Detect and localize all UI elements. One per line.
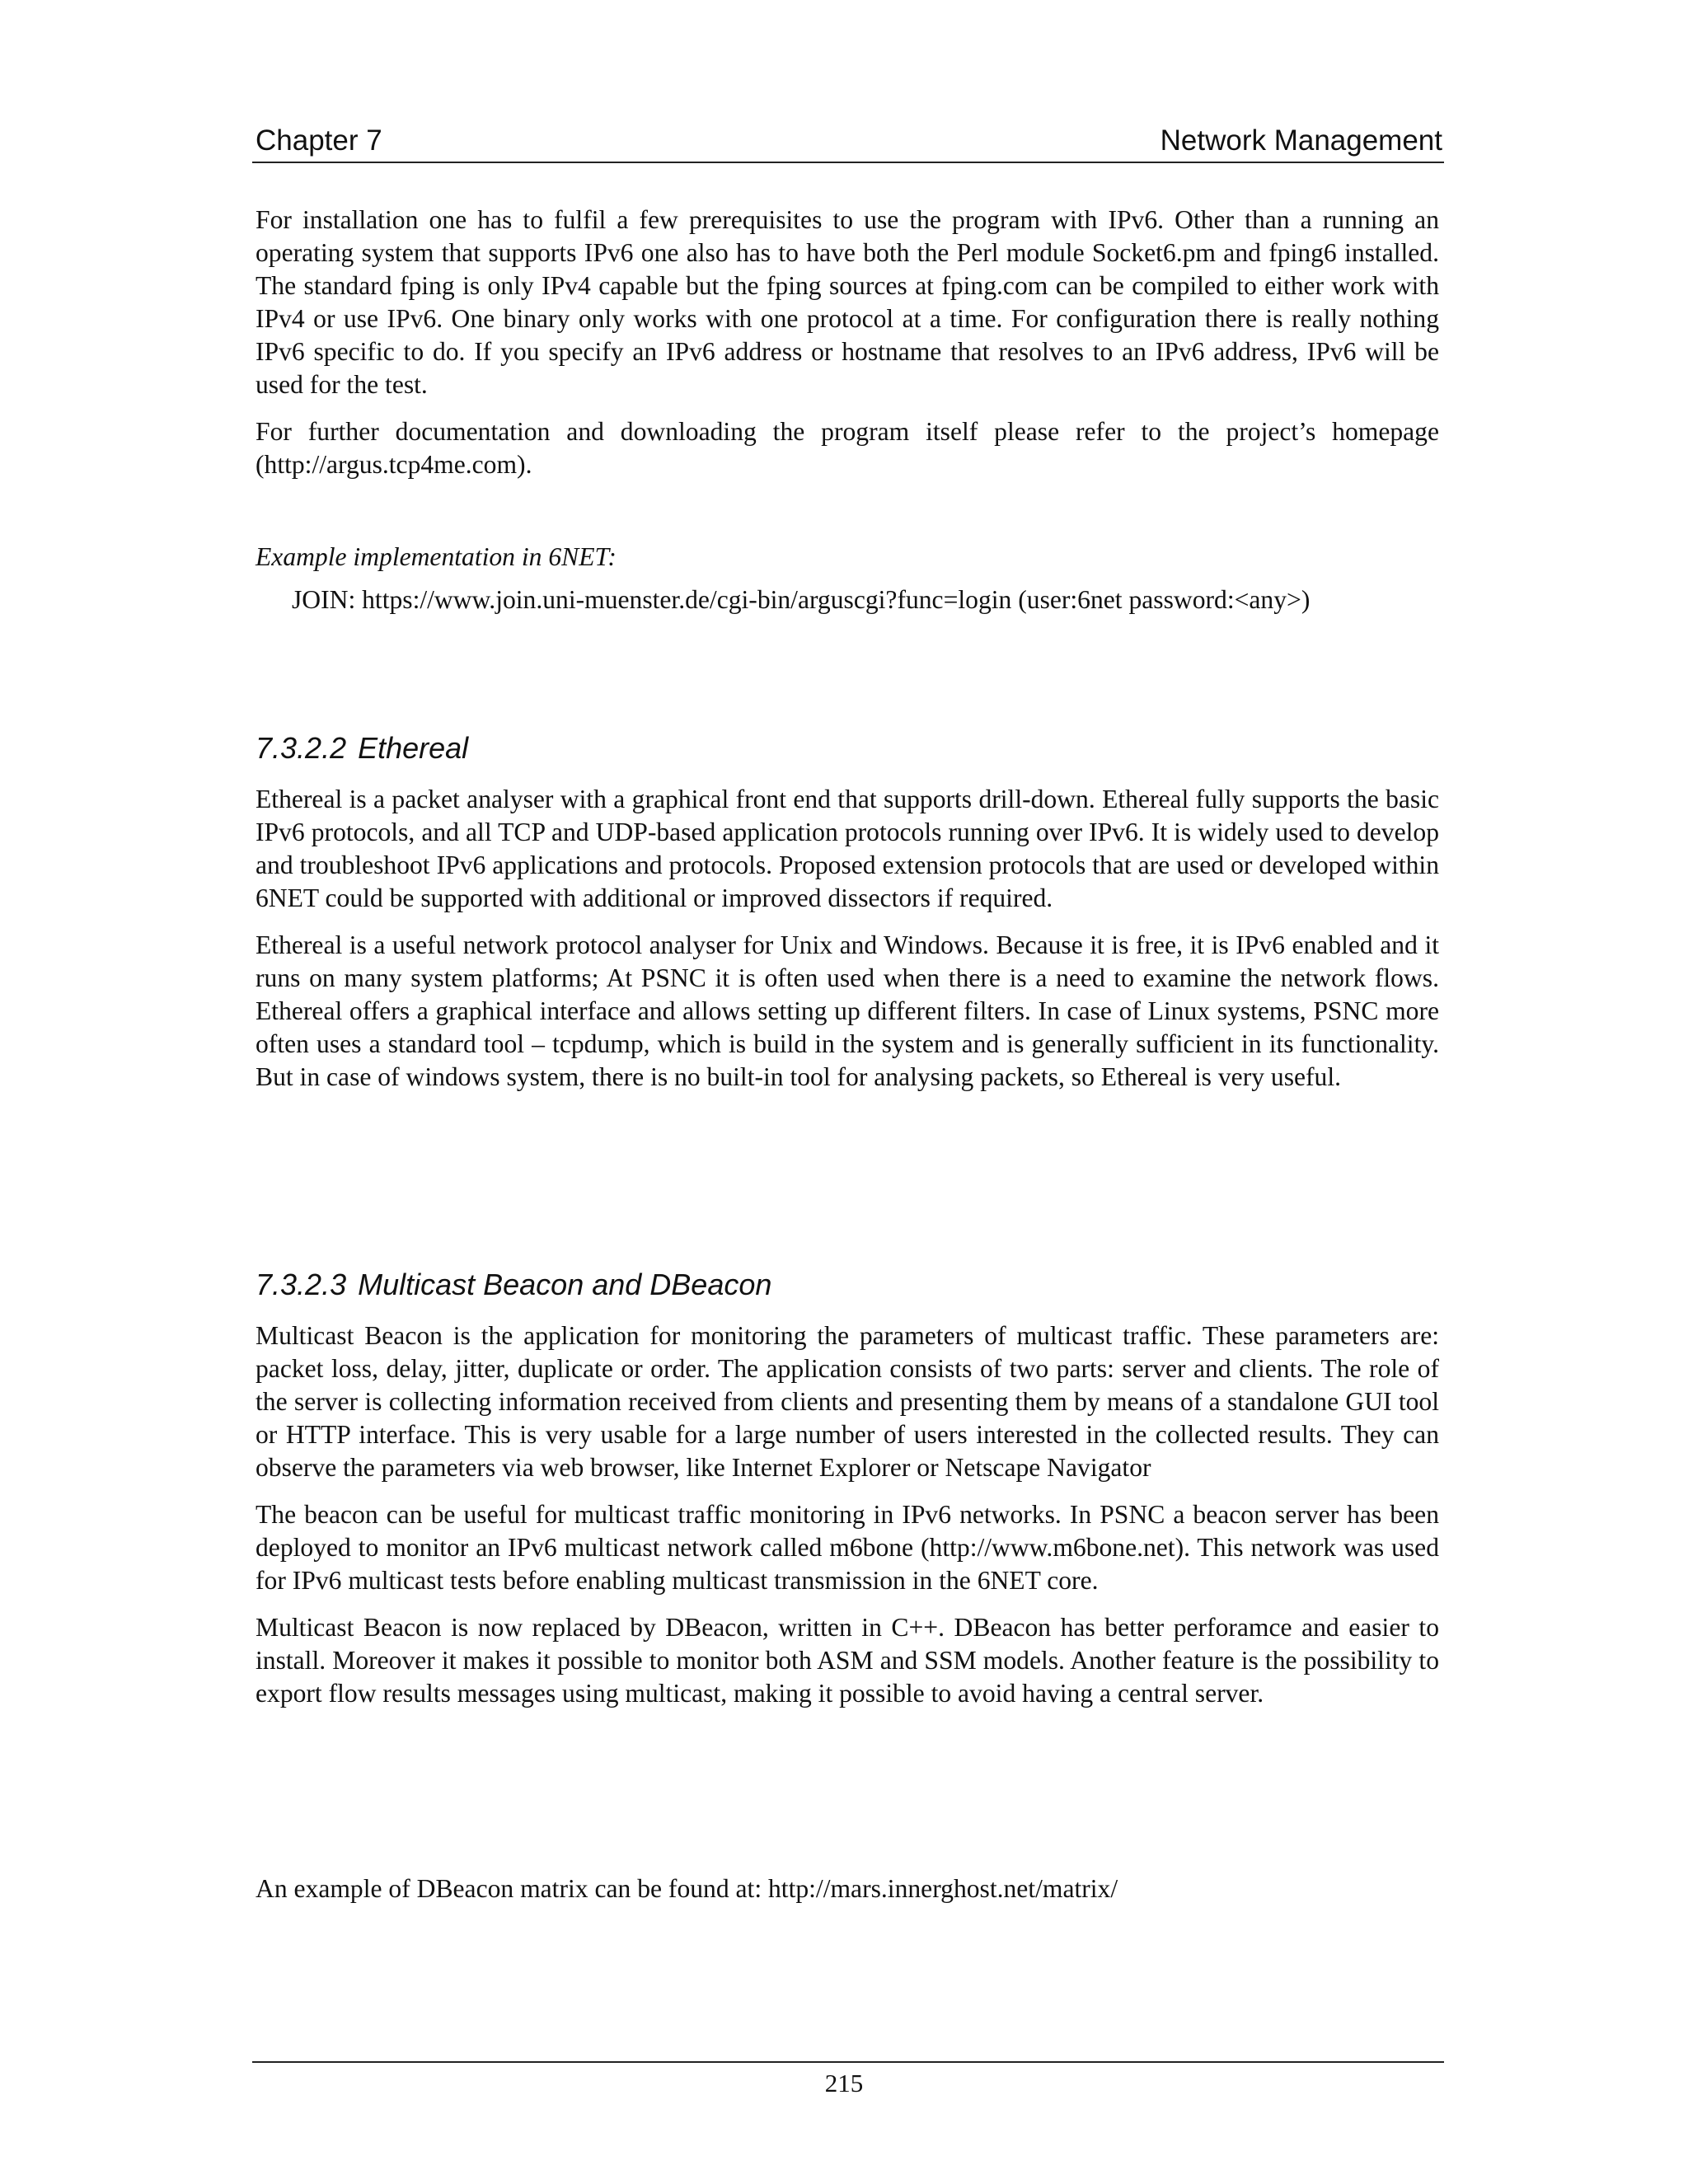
chapter-label: Chapter 7	[256, 124, 382, 157]
ethereal-paragraph-1: Ethereal is a packet analyser with a graphical front end that supports drill-down. Ethereal fully supports the basic IPv6 protocols, and all TCP and UDP-based application protocols running over IPv6. It is widely used to develop and troubleshoot IPv6 applications and protocols. Proposed extension protocols that are used or developed within 6NET could be supported with additional or improved dissectors if required.	[256, 785, 1439, 912]
beacon-paragraph-3: Multicast Beacon is now replaced by DBeacon, written in C++. DBeacon has better perforamce and easier to install. Moreover it makes it possible to monitor both ASM and SSM models. Another feature is the possibility to export flow results messages using multicast, making it possible to avoid having a central server.	[256, 1613, 1439, 1708]
section-body-ethereal	[256, 783, 1439, 1094]
page-header	[254, 120, 1442, 162]
dbeacon-matrix-note: An example of DBeacon matrix can be found at: http://mars.innerghost.net/matrix/	[256, 1874, 1118, 1903]
example-block	[256, 541, 1439, 616]
beacon-paragraph-2: The beacon can be useful for multicast traffic monitoring in IPv6 networks. In PSNC a beacon server has been deployed to monitor an IPv6 multicast network called m6bone (http://www.m6bone.net). This network was used for IPv6 multicast tests before enabling multicast transmission in the 6NET core.	[256, 1500, 1439, 1595]
section-number: 7.3.2.3	[256, 1268, 347, 1301]
intro-paragraph-1: For installation one has to fulfil a few prerequisites to use the program with IPv6. Other than a running an operating system that supports IPv6 one also has to have both the Perl module Socket6.pm and fping6 installed. The standard fping is only IPv4 capable but the fping sources at fping.com can be compiled to either work with IPv4 or use IPv6. One binary only works with one protocol at a time. For configuration there is really nothing IPv6 specific to do. If you specify an IPv6 address or hostname that resolves to an IPv6 address, IPv6 will be used for the test.	[256, 205, 1439, 399]
section-body-multicast-beacon	[256, 1319, 1439, 1710]
beacon-closing-block	[256, 1872, 1439, 1905]
section-heading-multicast-beacon	[256, 1267, 771, 1303]
section-number: 7.3.2.2	[256, 731, 347, 765]
example-link-line: JOIN: https://www.join.uni-muenster.de/cgi-bin/arguscgi?func=login (user:6net password:<any>)	[292, 585, 1311, 614]
ethereal-paragraph-2: Ethereal is a useful network protocol analyser for Unix and Windows. Because it is free, it is IPv6 enabled and it runs on many system platforms; At PSNC it is often used when there is a need to examine the network flows. Ethereal offers a graphical interface and allows setting up different filters. In case of Linux systems, PSNC more often uses a standard tool – tcpdump, which is build in the system and is generally sufficient in its functionality. But in case of windows system, there is no built-in tool for analysing packets, so Ethereal is very useful.	[256, 930, 1439, 1091]
intro-paragraph-2: For further documentation and downloading the program itself please refer to the project’s homepage (http://argus.tcp4me.com).	[256, 417, 1439, 479]
header-rule	[252, 162, 1444, 163]
section-title: Ethereal	[358, 731, 469, 765]
beacon-paragraph-1: Multicast Beacon is the application for monitoring the parameters of multicast traffic. These parameters are: packet loss, delay, jitter, duplicate or order. The application consists of two parts: server and clients. The role of the server is collecting information received from clients and presenting them by means of a standalone GUI tool or HTTP interface. This is very usable for a large number of users interested in the collected results. They can observe the parameters via web browser, like Internet Explorer or Netscape Navigator	[256, 1321, 1439, 1482]
intro-section	[256, 204, 1439, 481]
footer-rule	[252, 2061, 1444, 2063]
chapter-title: Network Management	[1160, 124, 1442, 157]
example-label: Example implementation in 6NET:	[256, 542, 617, 571]
section-heading-ethereal	[256, 730, 468, 766]
section-title: Multicast Beacon and DBeacon	[358, 1268, 772, 1301]
page-number: 215	[824, 2069, 864, 2097]
